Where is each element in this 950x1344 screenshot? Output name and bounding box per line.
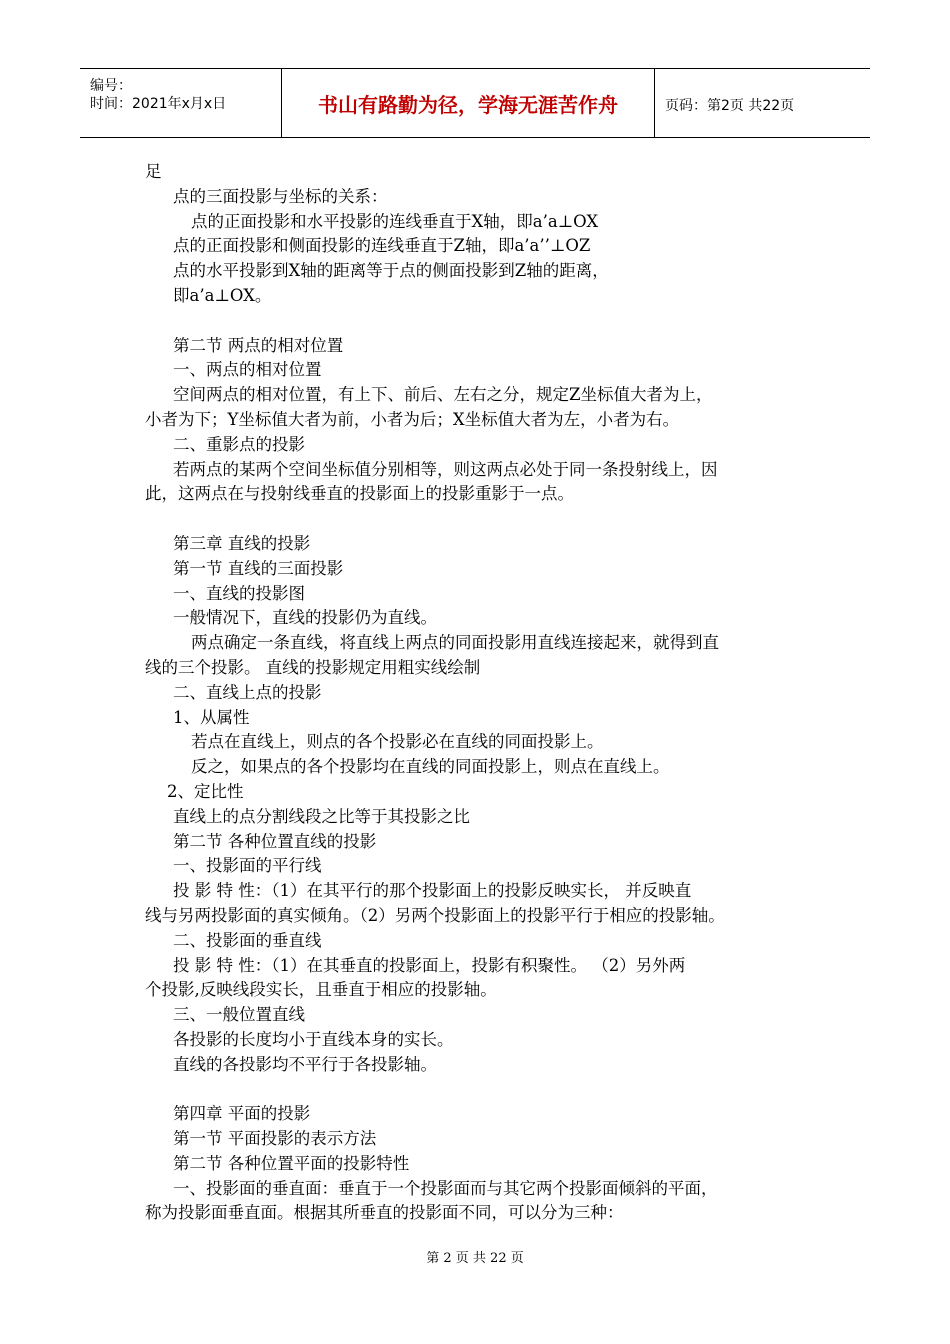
subsection-heading: 一、直线的投影图: [173, 583, 305, 603]
chapter-heading: 第四章 平面的投影: [173, 1104, 311, 1124]
text-line: 1、从属性: [173, 707, 250, 727]
text-line: 点的正面投影和侧面投影的连线垂直于Z轴，即a’a’’⊥OZ: [173, 236, 591, 256]
header-info-cell: [80, 69, 282, 137]
header-page-cell: [655, 69, 870, 137]
text-line: 足: [145, 162, 162, 181]
page-code: 页码：第2页 共22页: [665, 98, 795, 114]
text-line: 个投影,反映线段实长，且垂直于相应的投影轴。: [145, 980, 497, 1000]
header-motto: 书山有路勤为径，学海无涯苦作舟: [282, 69, 655, 137]
text-line: 小者为下；Y坐标值大者为前，小者为后；X坐标值大者为左，小者为右。: [145, 409, 680, 429]
text-line: 各投影的长度均小于直线本身的实长。: [173, 1029, 454, 1049]
subsection-heading: 二、重影点的投影: [173, 434, 305, 454]
time-label: 时间：2021年x月x日: [90, 96, 227, 112]
section-heading: 第二节 各种位置直线的投影: [173, 831, 377, 851]
page-header: [80, 68, 870, 138]
blank-line: [145, 1077, 825, 1102]
blank-line: [145, 309, 825, 334]
text-line: 点的正面投影和水平投影的连线垂直于X轴，即a’a⊥OX: [191, 211, 599, 231]
text-line: 称为投影面垂直面。根据其所垂直的投影面不同，可以分为三种：: [145, 1203, 624, 1223]
chapter-heading: 第三章 直线的投影: [173, 533, 311, 553]
text-line: 投 影 特 性：（1）在其垂直的投影面上，投影有积聚性。 （2）另外两: [173, 955, 686, 975]
document-body: [145, 160, 825, 1226]
subsection-heading: 三、一般位置直线: [173, 1005, 305, 1025]
text-line: 点的三面投影与坐标的关系：: [173, 186, 388, 206]
text-line: 即a’a⊥OX。: [173, 285, 272, 305]
section-heading: 第一节 平面投影的表示方法: [173, 1129, 377, 1149]
page-footer: 第 2 页 共 22 页: [426, 1251, 524, 1266]
text-line: 直线上的点分割线段之比等于其投影之比: [173, 806, 470, 826]
text-line: 一般情况下，直线的投影仍为直线。: [173, 608, 437, 628]
text-line: 直线的各投影均不平行于各投影轴。: [173, 1054, 437, 1074]
text-line: 此，这两点在与投射线垂直的投影面上的投影重影于一点。: [145, 484, 574, 504]
text-line: 若点在直线上，则点的各个投影必在直线的同面投影上。: [191, 732, 604, 752]
subsection-heading: 一、投影面的平行线: [173, 856, 322, 876]
number-label: 编号：: [90, 78, 132, 94]
section-heading: 第二节 各种位置平面的投影特性: [173, 1153, 410, 1173]
subsection-heading: 二、投影面的垂直线: [173, 930, 322, 950]
text-line: 投 影 特 性：（1）在其平行的那个投影面上的投影反映实长， 并反映直: [173, 881, 692, 901]
subsection-heading: 二、直线上点的投影: [173, 682, 322, 702]
section-heading: 第一节 直线的三面投影: [173, 558, 344, 578]
section-heading: 第二节 两点的相对位置: [173, 335, 344, 355]
text-line: 若两点的某两个空间坐标值分别相等，则这两点必处于同一条投射线上，因: [173, 459, 718, 479]
text-line: 一、投影面的垂直面：垂直于一个投影面而与其它两个投影面倾斜的平面，: [173, 1178, 718, 1198]
text-line: 点的水平投影到X轴的距离等于点的侧面投影到Z轴的距离，: [173, 261, 609, 281]
text-line: 线的三个投影。 直线的投影规定用粗实线绘制: [145, 657, 481, 677]
blank-line: [145, 507, 825, 532]
text-line: 两点确定一条直线，将直线上两点的同面投影用直线连接起来，就得到直: [191, 633, 719, 653]
text-line: 反之，如果点的各个投影均在直线的同面投影上，则点在直线上。: [191, 757, 670, 777]
text-line: 线与另两投影面的真实倾角。（2）另两个投影面上的投影平行于相应的投影轴。: [145, 905, 725, 925]
subsection-heading: 一、两点的相对位置: [173, 360, 322, 380]
text-line: 空间两点的相对位置，有上下、前后、左右之分，规定Z坐标值大者为上，: [173, 385, 713, 405]
text-line: 2、定比性: [167, 781, 244, 801]
